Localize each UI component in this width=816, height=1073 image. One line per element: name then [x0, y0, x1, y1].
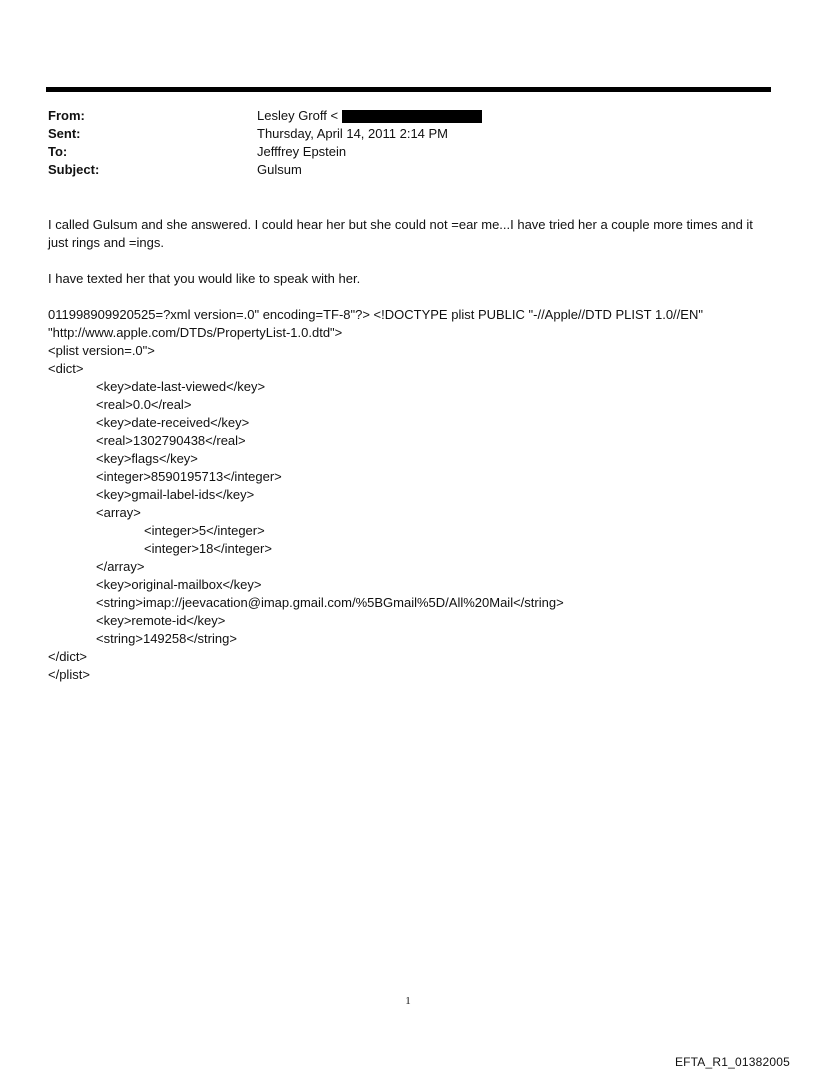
- subject-value: Gulsum: [257, 162, 302, 177]
- bates-number: EFTA_R1_01382005: [674, 1055, 790, 1069]
- sent-value: Thursday, April 14, 2011 2:14 PM: [257, 126, 449, 141]
- plist-line: <array>: [96, 505, 141, 520]
- header-divider: [46, 87, 771, 92]
- to-value: Jefffrey Epstein: [257, 144, 347, 159]
- plist-line: 011998909920525=?xml version=.0" encoding=TF-8"?> <!DOCTYPE plist PUBLIC "-//Apple//DTD PLIST 1.0//EN": [48, 307, 703, 322]
- from-row: [48, 107, 482, 125]
- subject-label: Subject:: [48, 162, 100, 177]
- from-label: From:: [48, 108, 85, 123]
- plist-line: </array>: [96, 559, 145, 574]
- redaction-block: [342, 110, 482, 123]
- page-number: 1: [405, 995, 411, 1007]
- plist-line: "http://www.apple.com/DTDs/PropertyList-1.0.dtd">: [48, 325, 343, 340]
- plist-line: <integer>8590195713</integer>: [96, 469, 282, 484]
- sender-name: Lesley Groff <: [257, 108, 339, 123]
- plist-line: <integer>5</integer>: [144, 523, 265, 538]
- body-paragraph: I called Gulsum and she answered. I could hear her but she could not =ear me...I have tried her a couple more times and it just rings and =ings.: [48, 217, 753, 250]
- plist-line: <dict>: [48, 361, 84, 376]
- sent-label: Sent:: [48, 126, 81, 141]
- plist-line: </plist>: [48, 667, 90, 682]
- plist-line: </dict>: [48, 649, 88, 664]
- subject-row: [48, 161, 482, 179]
- plist-line: <real>1302790438</real>: [96, 433, 246, 448]
- plist-line: <key>gmail-label-ids</key>: [96, 487, 255, 502]
- plist-block: [48, 306, 773, 684]
- sent-row: [48, 125, 482, 143]
- plist-line: <integer>18</integer>: [144, 541, 272, 556]
- plist-line: <string>imap://jeevacation@imap.gmail.com/%5BGmail%5D/All%20Mail</string>: [96, 595, 564, 610]
- from-value: [257, 107, 482, 125]
- plist-line: <key>date-last-viewed</key>: [96, 379, 266, 394]
- to-row: [48, 143, 482, 161]
- plist-line: <key>original-mailbox</key>: [96, 577, 262, 592]
- email-header: [48, 107, 482, 179]
- plist-line: <plist version=.0">: [48, 343, 155, 358]
- email-body: [48, 216, 773, 684]
- body-paragraph: I have texted her that you would like to speak with her.: [48, 271, 361, 286]
- plist-line: <string>149258</string>: [96, 631, 237, 646]
- to-label: To:: [48, 144, 68, 159]
- plist-line: <key>flags</key>: [96, 451, 198, 466]
- plist-line: <key>date-received</key>: [96, 415, 250, 430]
- plist-line: <real>0.0</real>: [96, 397, 192, 412]
- plist-line: <key>remote-id</key>: [96, 613, 226, 628]
